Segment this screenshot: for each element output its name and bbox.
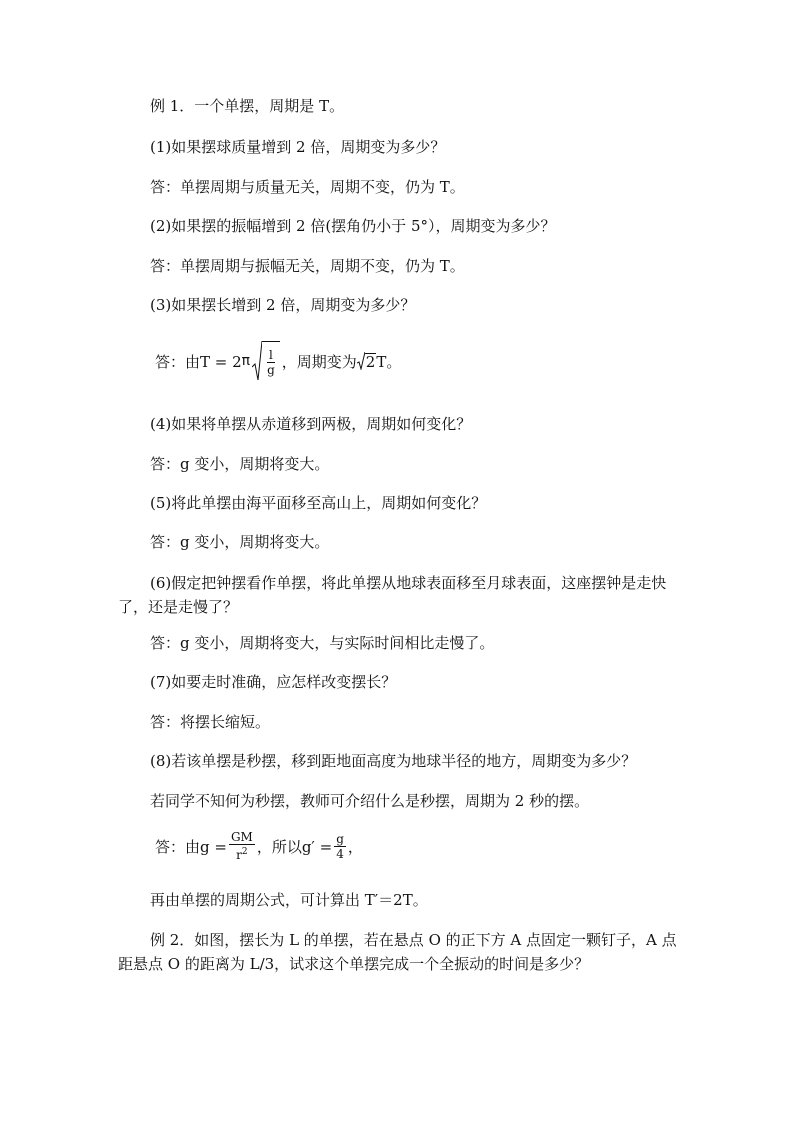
answer-8-formula <box>155 830 363 862</box>
answer-8-middle: ，所以g′ = <box>256 837 333 856</box>
question-8-note: 若同学不知何为秒摆，教师可介绍什么是秒摆，周期为 2 秒的摆。 <box>150 792 590 810</box>
fraction-l-over-g <box>265 348 277 377</box>
example-2-text: 例 2．如图，摆长为 L 的单摆，若在悬点 O 的正下方 A 点固定一颗钉子，A 点距悬点 O 的距离为 L/3，试求这个单摆完成一个全振动的时间是多少？ <box>118 931 677 973</box>
question-2: (2)如果摆的振幅增到 2 倍(摆角仍小于 5°），周期变为多少？ <box>150 217 556 235</box>
fraction-g-over-4 <box>334 832 346 861</box>
square-root-fraction <box>252 341 280 381</box>
answer-1: 答：单摆周期与质量无关，周期不变，仍为 T。 <box>150 178 465 196</box>
fraction-numerator: GM <box>230 830 253 844</box>
answer-5: 答：g 变小，周期将变大。 <box>150 533 330 551</box>
answer-3-middle: ，周期变为 <box>281 352 357 371</box>
question-4: (4)如果将单摆从赤道移到两极，周期如何变化？ <box>150 415 472 433</box>
radical-sign-icon <box>252 341 262 381</box>
answer-4: 答：g 变小，周期将变大。 <box>150 455 330 473</box>
fraction-gm-over-r-squared <box>229 830 255 862</box>
question-5: (5)将此单摆由海平面移至高山上，周期如何变化？ <box>150 494 487 512</box>
answer-2: 答：单摆周期与振幅无关，周期不变，仍为 T。 <box>150 257 465 275</box>
fraction-denominator: $r^2$ <box>236 847 248 862</box>
answer-7: 答：将摆长缩短。 <box>150 713 271 731</box>
fraction-denominator: g <box>267 363 275 377</box>
pi-symbol: π <box>241 353 251 369</box>
answer-3-suffix: T。 <box>376 352 402 371</box>
answer-8-suffix: ， <box>347 837 363 856</box>
square-root-two <box>357 352 377 370</box>
answer-3-prefix: 答：由T = 2 <box>155 352 242 371</box>
question-1: (1)如果摆球质量增到 2 倍，周期变为多少？ <box>150 138 446 156</box>
answer-8-continued: 再由单摆的周期公式，可计算出 T′＝2T。 <box>150 891 428 909</box>
question-6: (6)假定把钟摆看作单摆，将此单摆从地球表面移至月球表面，这座摆钟是走快了，还是走慢了？ <box>118 574 667 616</box>
answer-3-formula <box>155 341 401 381</box>
question-7: (7)如要走时准确，应怎样改变摆长？ <box>150 673 397 691</box>
example-1-title: 例 1．一个单摆，周期是 T。 <box>150 97 345 115</box>
fraction-denominator: 4 <box>336 846 344 861</box>
fraction-numerator: g <box>336 831 344 846</box>
radicand: 2 <box>365 352 376 371</box>
question-8: (8)若该单摆是秒摆，移到距地面高度为地球半径的地方，周期变为多少？ <box>150 752 637 770</box>
small-radical-sign-icon <box>357 352 365 370</box>
question-3: (3)如果摆长增到 2 倍，周期变为多少？ <box>150 296 416 314</box>
answer-8-prefix: 答：由g = <box>155 837 227 856</box>
answer-6: 答：g 变小，周期将变大，与实际时间相比走慢了。 <box>150 634 495 652</box>
fraction-numerator: l <box>269 348 273 362</box>
